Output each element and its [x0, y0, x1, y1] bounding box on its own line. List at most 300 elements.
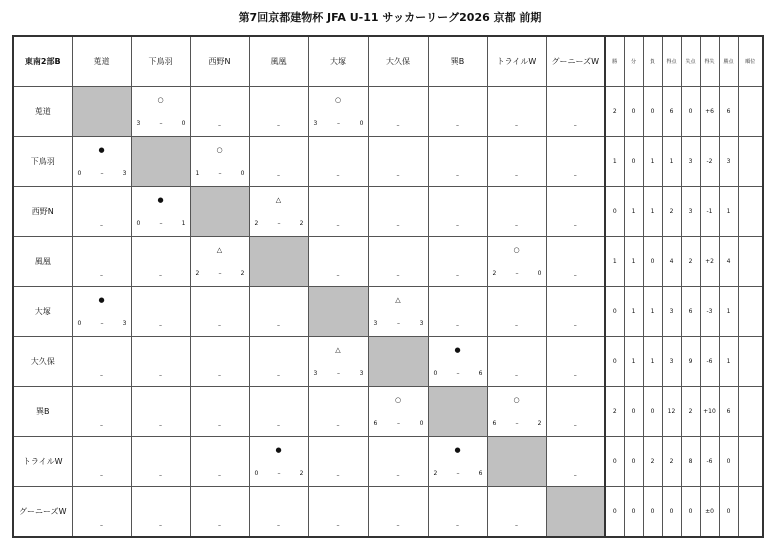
- match-score: [196, 170, 245, 178]
- score-separator: –: [515, 420, 519, 427]
- match-score: [78, 170, 127, 178]
- match-cell: [190, 287, 249, 337]
- score-against: 3: [419, 320, 424, 327]
- team-row: [13, 187, 763, 237]
- stat-cell: [738, 137, 763, 187]
- match-cell: [249, 87, 308, 137]
- stat-cell: 4: [719, 237, 738, 287]
- stat-cell: 6: [662, 87, 681, 137]
- stat-cell: 4: [662, 237, 681, 287]
- stat-cell: 0: [643, 237, 662, 287]
- stat-cell: ±0: [700, 487, 719, 538]
- match-cell: [308, 437, 368, 487]
- team-row: [13, 437, 763, 487]
- unplayed-mark: –: [218, 472, 221, 479]
- stat-cell: 1: [624, 337, 643, 387]
- score-for: 2: [433, 470, 438, 477]
- unplayed-mark: –: [100, 372, 103, 379]
- stat-cell: [738, 487, 763, 538]
- score-separator: –: [277, 220, 281, 227]
- match-score: [493, 420, 542, 428]
- stat-cell: 2: [662, 187, 681, 237]
- team-column-header: 西野N: [190, 36, 249, 87]
- unplayed-mark: –: [515, 172, 518, 179]
- stat-cell: 1: [643, 337, 662, 387]
- score-for: 0: [77, 320, 82, 327]
- stat-cell: 0: [643, 387, 662, 437]
- match-cell: [487, 487, 546, 538]
- team-row-header: 巽B: [13, 387, 72, 437]
- unplayed-mark: –: [396, 272, 400, 279]
- match-cell: [487, 287, 546, 337]
- stat-cell: 3: [719, 137, 738, 187]
- match-cell: [131, 437, 190, 487]
- team-row-header: トライルW: [13, 437, 72, 487]
- team-column-header: 大塚: [308, 36, 368, 87]
- stat-cell: 1: [719, 187, 738, 237]
- unplayed-mark: –: [277, 522, 280, 529]
- unplayed-mark: –: [515, 322, 518, 329]
- match-cell: [72, 387, 131, 437]
- score-against: 2: [299, 470, 304, 477]
- stat-cell: [738, 387, 763, 437]
- self-match-cell: [72, 87, 131, 137]
- stat-cell: 0: [624, 487, 643, 538]
- score-separator: –: [277, 470, 281, 477]
- match-cell: [368, 487, 428, 538]
- score-for: 1: [195, 170, 200, 177]
- stat-cell: 2: [662, 437, 681, 487]
- match-result-icon: ●: [454, 346, 461, 354]
- score-for: 6: [492, 420, 497, 427]
- match-cell: [308, 187, 368, 237]
- self-match-cell: [487, 437, 546, 487]
- unplayed-mark: –: [396, 172, 400, 179]
- unplayed-mark: –: [277, 372, 280, 379]
- match-cell: [72, 187, 131, 237]
- stat-cell: 2: [643, 437, 662, 487]
- unplayed-mark: –: [336, 522, 340, 529]
- unplayed-mark: –: [573, 172, 577, 179]
- stat-cell: 1: [662, 137, 681, 187]
- match-result-icon: △: [216, 246, 223, 254]
- stat-cell: [738, 287, 763, 337]
- score-separator: –: [100, 170, 104, 177]
- stat-cell: 1: [719, 337, 738, 387]
- score-separator: –: [456, 370, 460, 377]
- unplayed-mark: –: [456, 272, 459, 279]
- score-for: 3: [136, 120, 141, 127]
- match-cell: [428, 87, 487, 137]
- match-cell: [546, 337, 605, 387]
- score-separator: –: [515, 270, 519, 277]
- match-cell: [487, 237, 546, 287]
- stat-cell: 1: [643, 137, 662, 187]
- unplayed-mark: –: [336, 172, 340, 179]
- stat-cell: 0: [624, 87, 643, 137]
- unplayed-mark: –: [218, 522, 221, 529]
- team-row-header: 莵道: [13, 87, 72, 137]
- score-separator: –: [337, 370, 340, 377]
- team-column-header: 風凰: [249, 36, 308, 87]
- match-cell: [368, 137, 428, 187]
- score-against: 0: [419, 420, 424, 427]
- team-column-header: 大久保: [368, 36, 428, 87]
- match-score: [137, 220, 186, 228]
- match-cell: [249, 137, 308, 187]
- stat-cell: 0: [605, 437, 624, 487]
- stat-cell: 1: [605, 137, 624, 187]
- match-cell: [190, 487, 249, 538]
- stat-cell: 6: [681, 287, 700, 337]
- match-cell: [428, 187, 487, 237]
- team-row: [13, 337, 763, 387]
- match-score: [255, 220, 304, 228]
- match-cell: [546, 387, 605, 437]
- unplayed-mark: –: [336, 422, 340, 429]
- match-score: [374, 420, 424, 428]
- match-result-icon: ●: [98, 296, 105, 304]
- stat-column-header: 負: [643, 36, 662, 87]
- stat-cell: 0: [719, 487, 738, 538]
- stat-column-header: 得失: [700, 36, 719, 87]
- unplayed-mark: –: [159, 422, 162, 429]
- unplayed-mark: –: [159, 322, 162, 329]
- stat-cell: 3: [662, 287, 681, 337]
- self-match-cell: [190, 187, 249, 237]
- unplayed-mark: –: [218, 322, 221, 329]
- league-table: [12, 35, 764, 538]
- stat-cell: 9: [681, 337, 700, 387]
- stat-cell: 0: [605, 337, 624, 387]
- score-separator: –: [397, 420, 400, 427]
- match-cell: [368, 87, 428, 137]
- match-cell: [249, 487, 308, 538]
- unplayed-mark: –: [159, 472, 162, 479]
- stat-cell: 0: [624, 387, 643, 437]
- unplayed-mark: –: [100, 222, 103, 229]
- match-cell: [131, 87, 190, 137]
- unplayed-mark: –: [573, 472, 577, 479]
- stat-cell: [738, 437, 763, 487]
- match-result-icon: ○: [216, 146, 223, 154]
- unplayed-mark: –: [515, 122, 518, 129]
- stat-cell: 8: [681, 437, 700, 487]
- stat-cell: 0: [662, 487, 681, 538]
- unplayed-mark: –: [218, 422, 221, 429]
- stat-cell: 0: [719, 437, 738, 487]
- stat-cell: 1: [719, 287, 738, 337]
- score-separator: –: [159, 120, 163, 127]
- score-for: 0: [77, 170, 82, 177]
- stat-cell: 0: [643, 487, 662, 538]
- match-result-icon: ●: [98, 146, 105, 154]
- match-result-icon: ●: [454, 446, 461, 454]
- stat-cell: -3: [700, 287, 719, 337]
- match-result-icon: △: [275, 196, 282, 204]
- stat-cell: -1: [700, 187, 719, 237]
- match-cell: [249, 187, 308, 237]
- score-against: 2: [240, 270, 245, 277]
- score-separator: –: [100, 320, 104, 327]
- self-match-cell: [368, 337, 428, 387]
- team-row-header: 西野N: [13, 187, 72, 237]
- unplayed-mark: –: [159, 522, 162, 529]
- unplayed-mark: –: [336, 272, 340, 279]
- match-score: [493, 270, 542, 278]
- match-cell: [190, 337, 249, 387]
- unplayed-mark: –: [456, 222, 459, 229]
- match-score: [434, 370, 483, 378]
- unplayed-mark: –: [573, 422, 577, 429]
- score-against: 0: [537, 270, 542, 277]
- match-cell: [368, 387, 428, 437]
- match-cell: [368, 237, 428, 287]
- match-score: [314, 120, 364, 128]
- self-match-cell: [249, 237, 308, 287]
- match-cell: [72, 337, 131, 387]
- unplayed-mark: –: [277, 322, 280, 329]
- team-column-header: 巽B: [428, 36, 487, 87]
- match-cell: [72, 487, 131, 538]
- match-cell: [487, 137, 546, 187]
- unplayed-mark: –: [396, 522, 400, 529]
- stat-column-header: 分: [624, 36, 643, 87]
- stat-cell: 2: [681, 237, 700, 287]
- match-cell: [308, 237, 368, 287]
- match-cell: [546, 237, 605, 287]
- match-cell: [249, 337, 308, 387]
- match-result-icon: ○: [334, 96, 342, 104]
- team-row: [13, 237, 763, 287]
- score-against: 3: [359, 370, 364, 377]
- unplayed-mark: –: [100, 472, 103, 479]
- score-for: 3: [313, 370, 318, 377]
- unplayed-mark: –: [573, 222, 577, 229]
- match-cell: [190, 387, 249, 437]
- stat-column-header: 失点: [681, 36, 700, 87]
- unplayed-mark: –: [456, 322, 459, 329]
- match-result-icon: ●: [157, 196, 164, 204]
- match-cell: [368, 187, 428, 237]
- match-result-icon: ○: [513, 396, 520, 404]
- stat-cell: 0: [681, 87, 700, 137]
- stat-cell: [738, 237, 763, 287]
- team-row-header: 下鳥羽: [13, 137, 72, 187]
- score-for: 3: [373, 320, 378, 327]
- stat-cell: [738, 187, 763, 237]
- match-cell: [308, 87, 368, 137]
- stat-cell: 1: [605, 237, 624, 287]
- match-cell: [249, 287, 308, 337]
- stat-cell: [738, 87, 763, 137]
- stat-cell: 0: [605, 287, 624, 337]
- unplayed-mark: –: [515, 222, 518, 229]
- stat-cell: 1: [643, 187, 662, 237]
- stat-cell: 0: [624, 437, 643, 487]
- stat-cell: 1: [624, 187, 643, 237]
- corner-label: 東南2部B: [13, 36, 72, 87]
- unplayed-mark: –: [100, 522, 103, 529]
- unplayed-mark: –: [515, 372, 518, 379]
- unplayed-mark: –: [336, 472, 340, 479]
- score-against: 2: [299, 220, 304, 227]
- self-match-cell: [131, 137, 190, 187]
- match-cell: [131, 387, 190, 437]
- match-cell: [487, 87, 546, 137]
- unplayed-mark: –: [515, 522, 518, 529]
- team-row: [13, 487, 763, 538]
- match-cell: [190, 137, 249, 187]
- match-cell: [546, 87, 605, 137]
- match-score: [255, 470, 304, 478]
- unplayed-mark: –: [277, 422, 280, 429]
- self-match-cell: [308, 287, 368, 337]
- team-column-header: 莵道: [72, 36, 131, 87]
- stat-cell: +10: [700, 387, 719, 437]
- match-cell: [131, 337, 190, 387]
- stat-cell: 2: [681, 387, 700, 437]
- team-row-header: 風凰: [13, 237, 72, 287]
- stat-column-header: 順位: [738, 36, 763, 87]
- stat-cell: 6: [719, 87, 738, 137]
- team-column-header: グーニーズW: [546, 36, 605, 87]
- stat-cell: 0: [681, 487, 700, 538]
- stat-column-header: 得点: [662, 36, 681, 87]
- team-column-header: トライルW: [487, 36, 546, 87]
- unplayed-mark: –: [396, 122, 400, 129]
- unplayed-mark: –: [277, 122, 280, 129]
- score-against: 3: [122, 170, 127, 177]
- match-score: [374, 320, 424, 328]
- score-against: 2: [537, 420, 542, 427]
- team-row: [13, 137, 763, 187]
- stat-cell: 0: [624, 137, 643, 187]
- match-cell: [368, 437, 428, 487]
- match-cell: [72, 287, 131, 337]
- match-cell: [190, 437, 249, 487]
- score-separator: –: [456, 470, 460, 477]
- match-result-icon: ○: [513, 246, 520, 254]
- match-cell: [249, 437, 308, 487]
- match-cell: [131, 237, 190, 287]
- match-result-icon: △: [335, 346, 341, 354]
- match-cell: [308, 487, 368, 538]
- unplayed-mark: –: [456, 122, 459, 129]
- score-against: 0: [359, 120, 364, 127]
- stat-cell: -6: [700, 437, 719, 487]
- unplayed-mark: –: [218, 122, 221, 129]
- stat-column-header: 勝点: [719, 36, 738, 87]
- match-cell: [72, 237, 131, 287]
- stat-cell: 2: [605, 387, 624, 437]
- match-cell: [546, 437, 605, 487]
- stat-cell: 12: [662, 387, 681, 437]
- match-cell: [546, 287, 605, 337]
- score-for: 0: [136, 220, 141, 227]
- match-score: [196, 270, 245, 278]
- team-row-header: グーニーズW: [13, 487, 72, 538]
- stat-cell: 0: [605, 487, 624, 538]
- unplayed-mark: –: [218, 372, 221, 379]
- score-for: 6: [373, 420, 378, 427]
- score-against: 1: [181, 220, 186, 227]
- match-cell: [428, 137, 487, 187]
- team-row: [13, 287, 763, 337]
- stat-cell: 1: [624, 237, 643, 287]
- unplayed-mark: –: [277, 172, 280, 179]
- unplayed-mark: –: [100, 272, 103, 279]
- stat-cell: 2: [605, 87, 624, 137]
- unplayed-mark: –: [456, 522, 459, 529]
- score-separator: –: [337, 120, 340, 127]
- score-for: 2: [492, 270, 497, 277]
- match-cell: [487, 187, 546, 237]
- score-against: 3: [122, 320, 127, 327]
- team-row-header: 大久保: [13, 337, 72, 387]
- unplayed-mark: –: [159, 372, 162, 379]
- unplayed-mark: –: [396, 472, 400, 479]
- unplayed-mark: –: [396, 222, 400, 229]
- score-for: 3: [313, 120, 318, 127]
- match-score: [78, 320, 127, 328]
- unplayed-mark: –: [573, 272, 577, 279]
- match-cell: [428, 287, 487, 337]
- match-score: [314, 370, 364, 378]
- score-separator: –: [218, 270, 222, 277]
- stat-cell: 1: [643, 287, 662, 337]
- stat-cell: 3: [681, 187, 700, 237]
- stat-cell: -2: [700, 137, 719, 187]
- match-cell: [308, 137, 368, 187]
- match-cell: [368, 287, 428, 337]
- match-result-icon: △: [395, 296, 401, 304]
- team-row-header: 大塚: [13, 287, 72, 337]
- score-for: 0: [254, 470, 259, 477]
- unplayed-mark: –: [336, 222, 340, 229]
- match-score: [434, 470, 483, 478]
- stat-cell: -6: [700, 337, 719, 387]
- stat-cell: 6: [719, 387, 738, 437]
- score-separator: –: [397, 320, 400, 327]
- unplayed-mark: –: [159, 272, 162, 279]
- match-cell: [131, 187, 190, 237]
- self-match-cell: [428, 387, 487, 437]
- match-cell: [72, 437, 131, 487]
- match-cell: [428, 487, 487, 538]
- match-cell: [428, 437, 487, 487]
- match-cell: [428, 337, 487, 387]
- stat-cell: 0: [605, 187, 624, 237]
- page-title: 第7回京都建物杯 JFA U-11 サッカーリーグ2026 京都 前期: [238, 11, 542, 24]
- match-result-icon: ○: [157, 96, 164, 104]
- match-cell: [546, 187, 605, 237]
- stat-cell: 0: [643, 87, 662, 137]
- stat-cell: +6: [700, 87, 719, 137]
- match-score: [137, 120, 186, 128]
- match-cell: [131, 487, 190, 538]
- stat-cell: 3: [662, 337, 681, 387]
- stat-cell: [738, 337, 763, 387]
- stat-cell: +2: [700, 237, 719, 287]
- team-row: [13, 87, 763, 137]
- score-for: 2: [254, 220, 259, 227]
- score-against: 6: [478, 370, 483, 377]
- match-cell: [249, 387, 308, 437]
- unplayed-mark: –: [573, 372, 577, 379]
- score-separator: –: [218, 170, 222, 177]
- match-result-icon: ●: [275, 446, 282, 454]
